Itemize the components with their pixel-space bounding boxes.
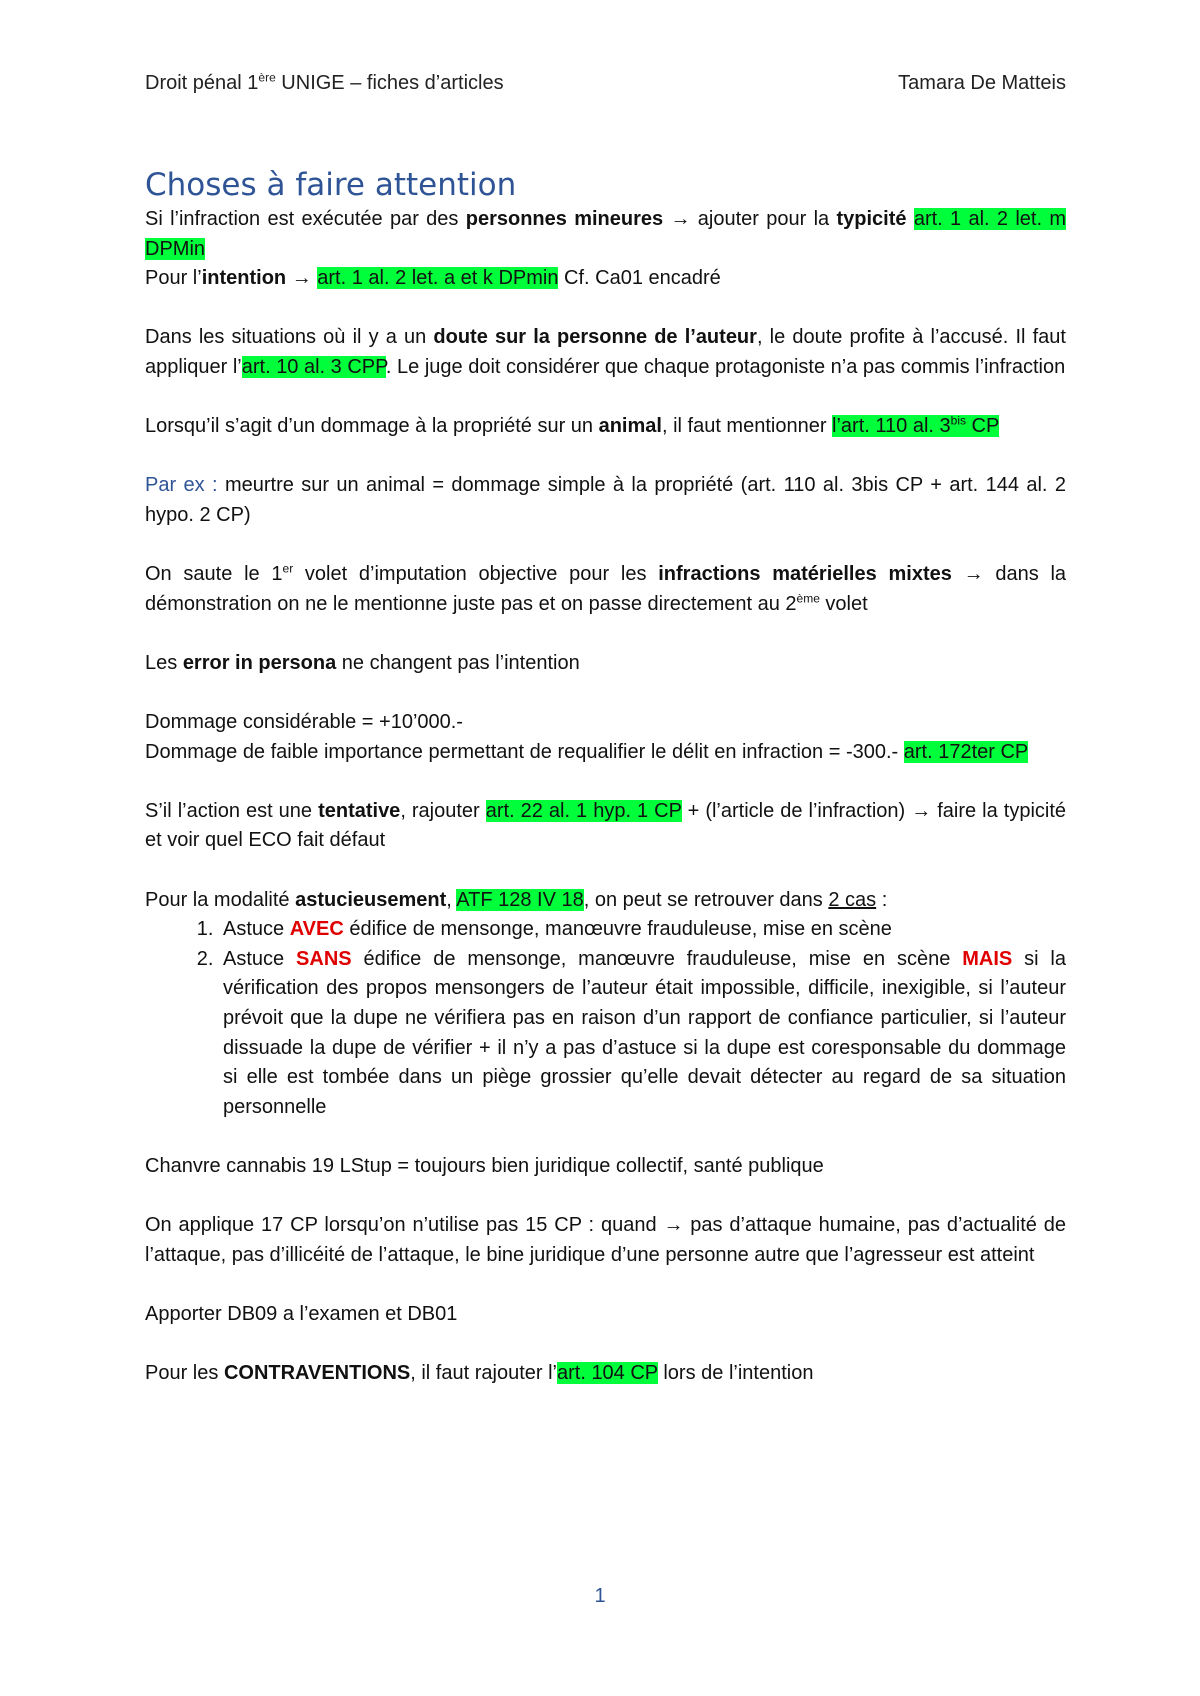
list-item: 2. Astuce SANS édifice de mensonge, manœuvre frauduleuse, mise en scène MAIS si la vérification des propos mensongers de l’auteur était impossible, difficile, inexigible, si l’auteur prévoit que la dupe ne vérifiera pas en raison d’un rapport de confiance particulier, si l’auteur dissuade la dupe de vérifier + il n’y a pas d’astuce si la dupe est coresponsable du dommage si elle est tombée dans un piège grossier qu’elle devait détecter au regard de sa situation personnelle — [219, 945, 1066, 1123]
paragraph-damage-considerable: Dommage considérable = +10’000.- — [145, 711, 463, 734]
page-number: 1 — [594, 1585, 606, 1607]
highlighted-reference: art. 22 al. 1 hyp. 1 CP — [485, 799, 682, 822]
document-body — [145, 165, 1066, 1389]
header-course-title: Droit pénal 1ère UNIGE – fiches d’articles — [145, 70, 504, 94]
paragraph-damage-minor: Dommage de faible importance permettant de requalifier le délit en infraction = -300.- art. 172ter CP — [145, 740, 1029, 763]
list-item: 1. Astuce AVEC édifice de mensonge, manœuvre frauduleuse, mise en scène — [219, 915, 1066, 945]
paragraph-objective-imputation: On saute le 1er volet d’imputation objective pour les infractions matérielles mixtes → dans la démonstration on ne le mentionne juste pas et on passe directement au 2ème volet — [145, 561, 1067, 615]
paragraph-cannabis: Chanvre cannabis 19 LStup = toujours bien juridique collectif, santé publique — [145, 1155, 824, 1177]
example-label: Par ex : — [145, 474, 218, 497]
paragraph-intention: Pour l’intention → art. 1 al. 2 let. a et k DPmin Cf. Ca01 encadré — [145, 267, 721, 290]
paragraph-animal: Lorsqu’il s’agit d’un dommage à la propriété sur un animal, il faut mentionner l’art. 110 al. $3^{bis}$ CP — [145, 413, 1000, 438]
highlighted-reference: art. 1 al. 2 let. a et k DPmin — [317, 267, 559, 290]
header-author: Tamara De Matteis — [898, 72, 1066, 94]
highlighted-reference: art. 172ter CP — [903, 740, 1029, 763]
paragraph-doubt-author: Dans les situations où il y a un doute sur la personne de l’auteur, le doute profite à l’accusé. Il faut appliquer l’art. 10 al. 3 CPP. Le juge doit considérer que chaque protagoniste n’a pas commis l’infraction — [145, 326, 1066, 378]
paragraph-error-in-persona: Les error in persona ne changent pas l’intention — [145, 651, 580, 674]
highlighted-reference: ATF 128 IV 18 — [456, 888, 584, 911]
paragraph-contraventions: Pour les CONTRAVENTIONS, il faut rajouter l’art. 104 CP lors de l’intention — [145, 1362, 814, 1385]
paragraph-exam-materials: Apporter DB09 a l’examen et DB01 — [145, 1302, 458, 1325]
paragraph-example: Par ex : meurtre sur un animal = dommage simple à la propriété (art. 110 al. 3bis CP + art. 144 al. 2 hypo. 2 CP) — [145, 474, 1066, 526]
section-title: Choses à faire attention — [145, 167, 517, 203]
paragraph-attempt: S’il l’action est une tentative, rajouter art. 22 al. 1 hyp. 1 CP + (l’article de l’infraction) → faire la typicité et voir quel ECO fait défaut — [145, 799, 1067, 852]
highlighted-reference: art. 1 al. 2 let. m DPMin — [145, 208, 1067, 260]
highlighted-reference: l’art. 110 al. $3^{bis}$ CP — [832, 413, 1000, 438]
paragraph-self-defense: On applique 17 CP lorsqu’on n’utilise pas 15 CP : quand → pas d’attaque humaine, pas d’actualité de l’attaque, pas d’illicéité de l’attaque, le bine juridique d’une personne autre que l’agresseur est atteint — [145, 1214, 1066, 1266]
highlighted-reference: art. 104 CP — [556, 1362, 658, 1385]
paragraph-minors: Si l’infraction est exécutée par des personnes mineures → ajouter pour la typicité art. 1 al. 2 let. m DPMin — [145, 208, 1067, 260]
highlighted-reference: art. 10 al. 3 CPP — [241, 355, 386, 378]
cunning-cases-list — [145, 915, 1066, 1122]
paragraph-cunning: Pour la modalité astucieusement, ATF 128 IV 18, on peut se retrouver dans 2 cas : — [145, 888, 888, 911]
